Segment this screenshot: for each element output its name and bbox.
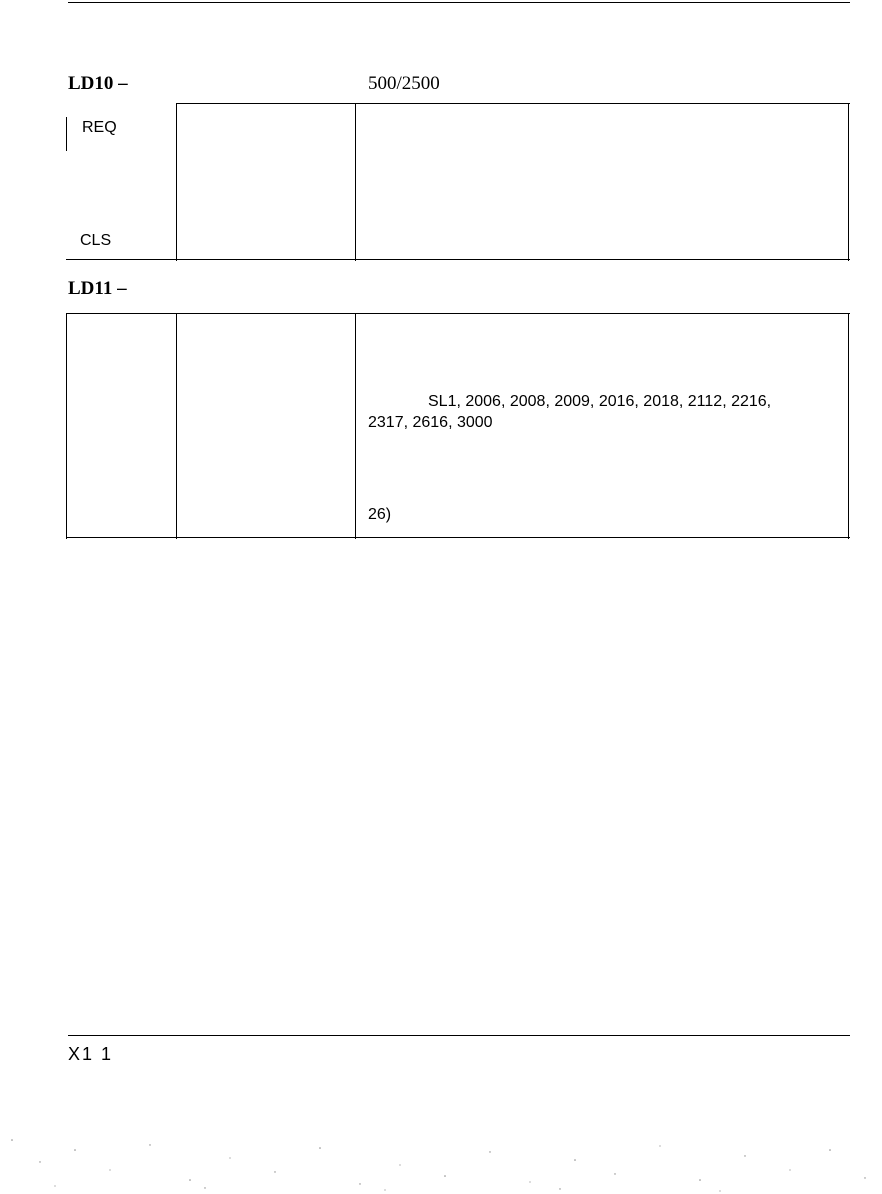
ld10-table-left-border bbox=[66, 117, 67, 151]
ld10-table-right-border bbox=[848, 103, 849, 261]
ld11-table-col-divider-2 bbox=[355, 313, 356, 539]
ld11-heading: LD11 – bbox=[68, 278, 127, 299]
ld10-table-bottom-border bbox=[66, 259, 850, 260]
top-rule bbox=[68, 2, 850, 3]
ld11-table-bottom-border bbox=[66, 537, 850, 538]
ld11-description-line-3: 26) bbox=[368, 506, 392, 523]
ld10-heading: LD10 – bbox=[68, 73, 128, 94]
ld10-row-cls-label: CLS bbox=[80, 232, 112, 249]
ld11-description-line-1: SL1, 2006, 2008, 2009, 2016, 2018, 2112, 2216, bbox=[428, 393, 772, 410]
ld10-table-top-border bbox=[176, 103, 850, 104]
ld11-table-left-border bbox=[66, 313, 67, 539]
ld10-row-req-label: REQ bbox=[82, 119, 117, 136]
ld10-table-col-divider-1 bbox=[176, 103, 177, 261]
ld11-table-top-border bbox=[66, 313, 850, 314]
footer-rule bbox=[68, 1035, 850, 1036]
ld10-table bbox=[66, 103, 850, 261]
ld11-table-right-border bbox=[848, 313, 849, 539]
footer-page-label: X1 1 bbox=[68, 1044, 114, 1064]
ld10-table-col-divider-2 bbox=[355, 103, 356, 261]
ld11-table bbox=[66, 313, 850, 539]
ld11-table-col-divider-1 bbox=[176, 313, 177, 539]
scan-noise bbox=[0, 1110, 882, 1194]
ld11-description-line-2: 2317, 2616, 3000 bbox=[368, 414, 493, 431]
ld10-model-label: 500/2500 bbox=[368, 73, 440, 94]
